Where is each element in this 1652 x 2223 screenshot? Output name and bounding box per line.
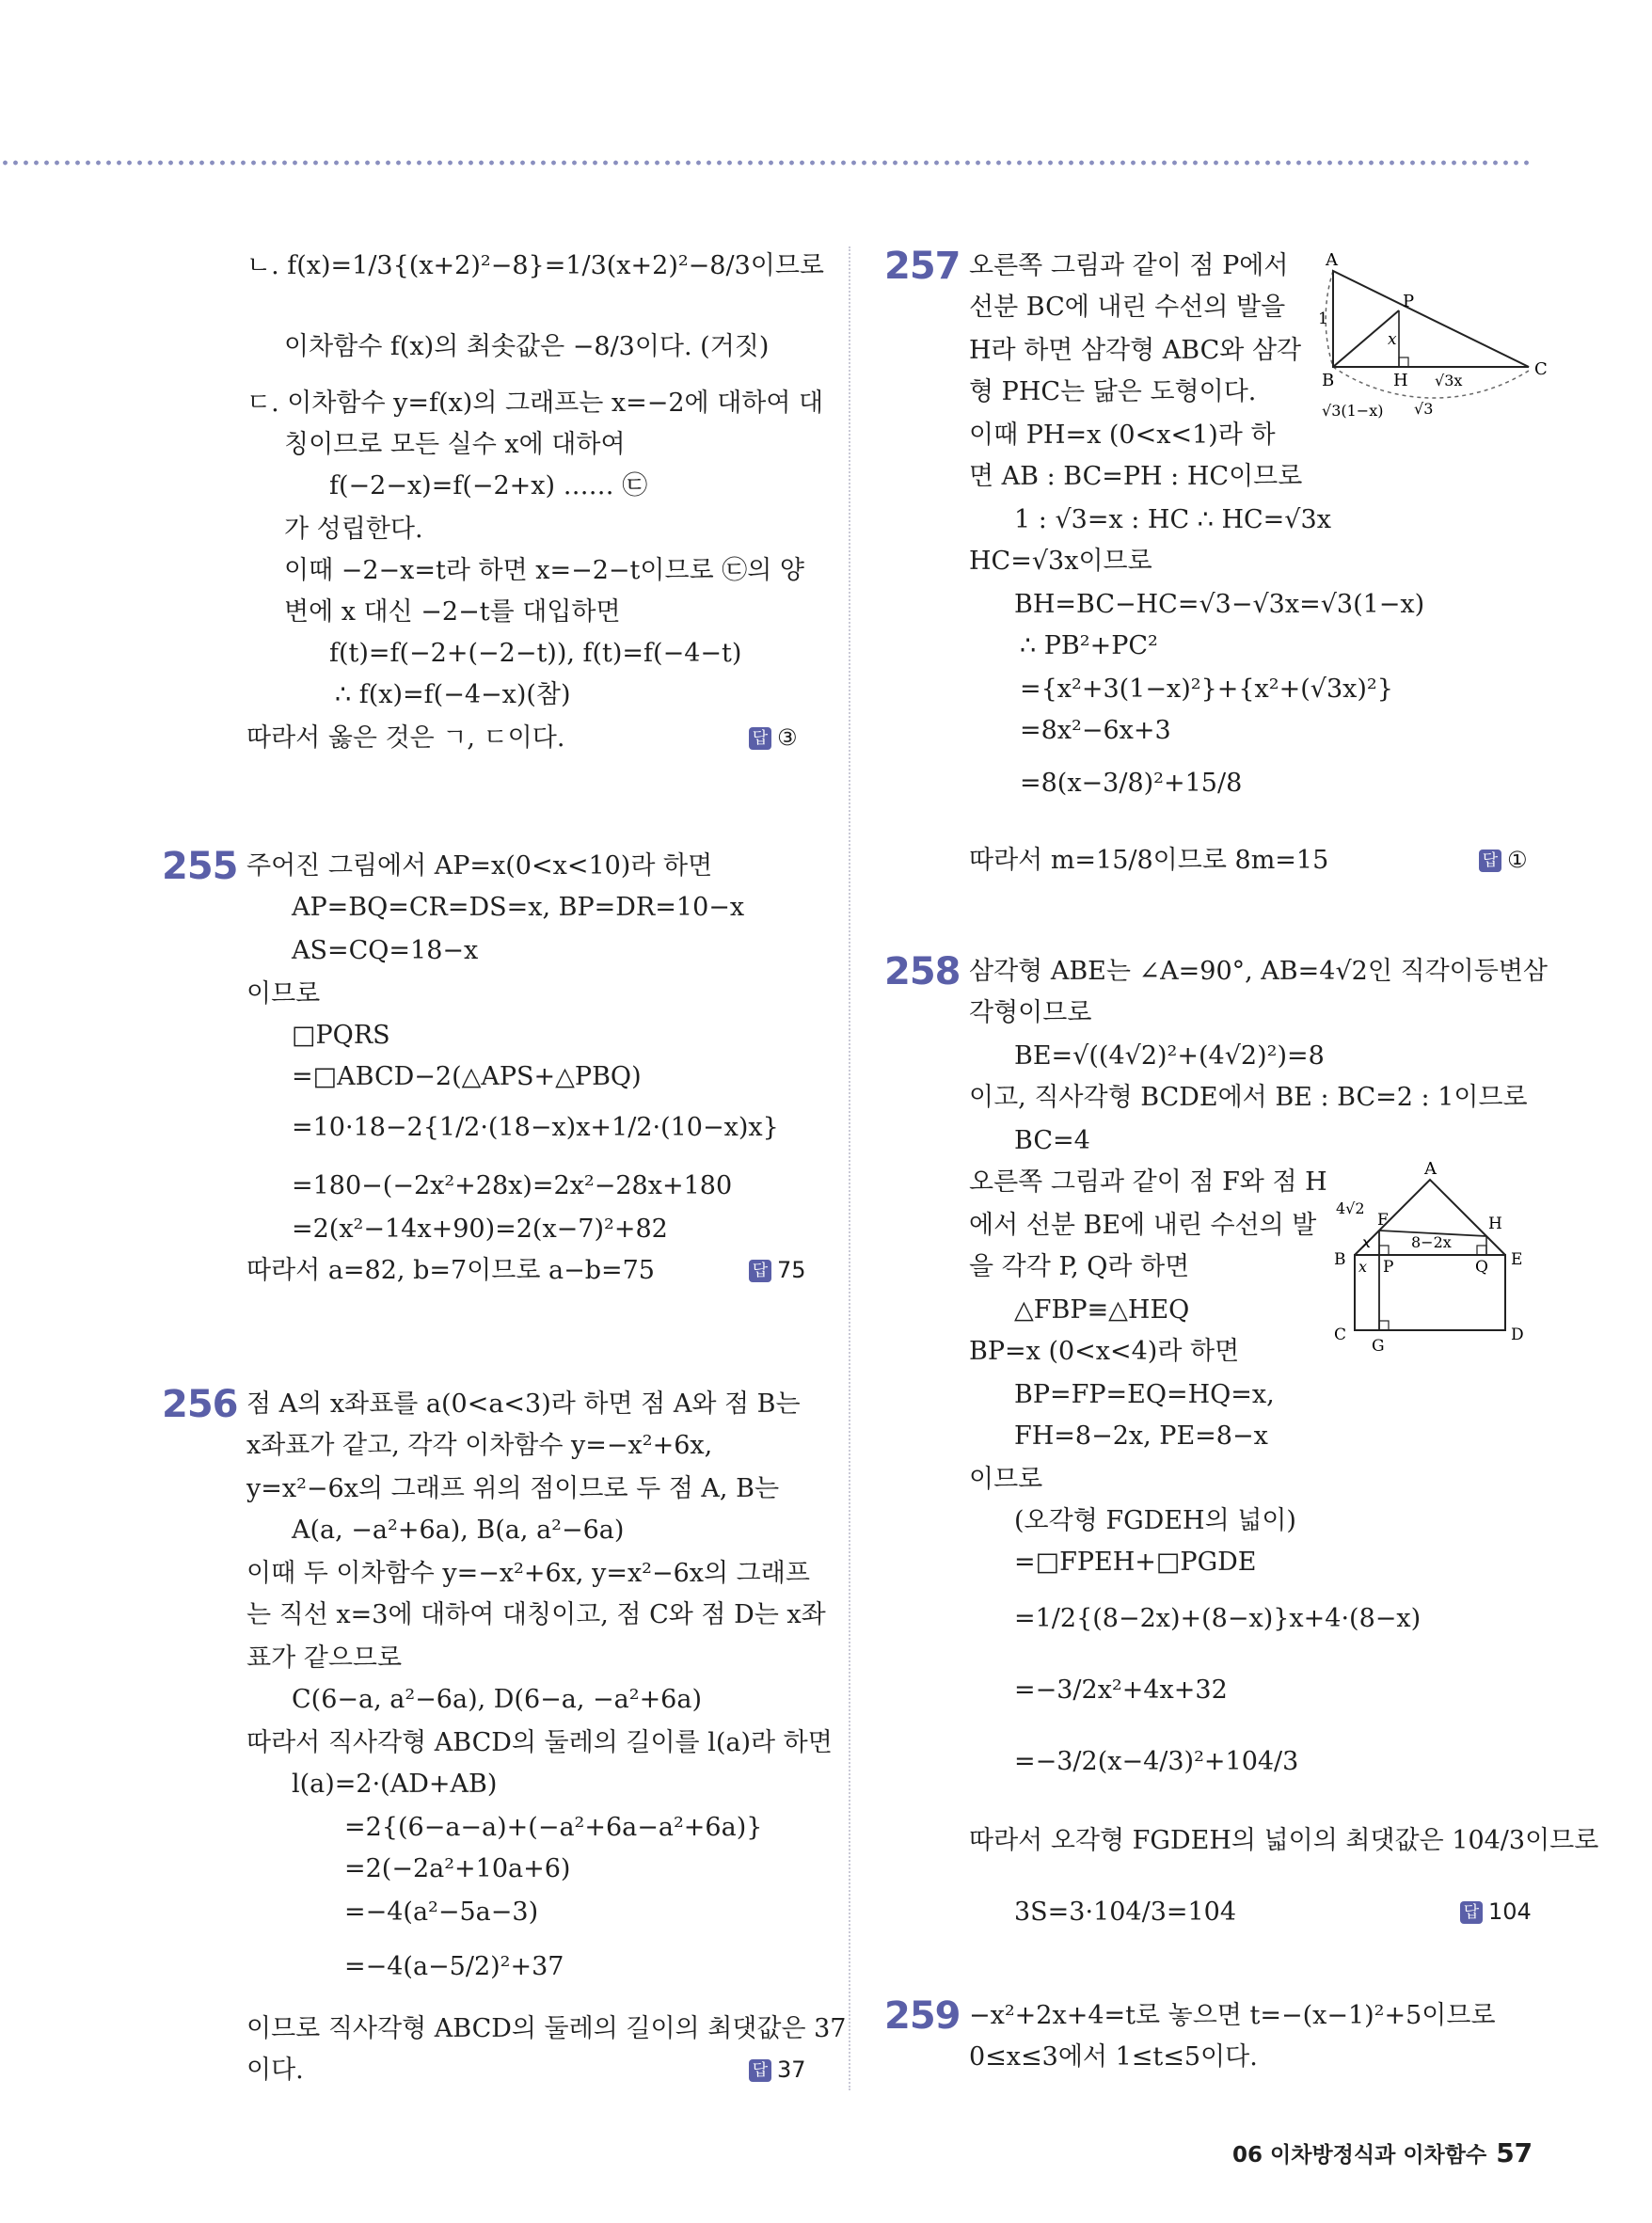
text-line: f(t)=f(−2+(−2−t)), f(t)=f(−4−t) [329,639,742,668]
text-line: 삼각형 ABE는 ∠A=90°, AB=4√2인 직각이등변삼 [969,957,1548,986]
text-line: 선분 BC에 내린 수선의 발을 [969,293,1286,322]
text-line: A(a, −a²+6a), B(a, a²−6a) [292,1516,625,1545]
figure-label: Q [1475,1258,1488,1277]
answer-254: 답 ③ [749,724,798,751]
pentagon-figure-258 [1317,1161,1543,1368]
text-line: 이때 두 이차함수 y=−x²+6x, y=x²−6x의 그래프 [246,1559,810,1588]
text-line: x좌표가 같고, 각각 이차함수 y=−x²+6x, [246,1431,713,1460]
text-line: ㄴ. f(x)=1/3{(x+2)²−8}=1/3(x+2)²−8/3이므로 [246,251,825,280]
text-line: BP=FP=EQ=HQ=x, [1014,1380,1275,1409]
text-line: =2(x²−14x+90)=2(x−7)²+82 [292,1215,668,1244]
figure-label: C [1334,1326,1347,1344]
text-line: =2(−2a²+10a+6) [344,1854,571,1883]
text-line: 이므로 직사각형 ABCD의 둘레의 길이의 최댓값은 37 [246,2014,847,2043]
chapter-title: 06 이차방정식과 이차함수 [1232,2143,1487,2167]
text-line: HC=√3x이므로 [969,547,1152,576]
answer-257: 답 ① [1479,847,1528,873]
text-line: 3S=3·104/3=104 [1014,1897,1237,1927]
text-line: =180−(−2x²+28x)=2x²−28x+180 [292,1171,733,1200]
figure-label: 4√2 [1336,1199,1365,1217]
text-line: BE=√((4√2)²+(4√2)²)=8 [1014,1041,1325,1071]
answer-badge: 답 [1479,850,1501,872]
text-line: □PQRS [292,1021,390,1050]
text-line: BC=4 [1014,1126,1090,1155]
text-line: =−4(a−5/2)²+37 [344,1952,564,1981]
text-line: 각형이므로 [969,998,1092,1027]
triangle-figure-257 [1312,246,1557,435]
problem-number-257: 257 [884,245,961,288]
answer-255: 답 75 [749,1257,806,1283]
text-line: 을 각각 P, Q라 하면 [969,1252,1190,1281]
text-line: 면 AB : BC=PH : HC이므로 [969,462,1303,491]
text-line: =2{(6−a−a)+(−a²+6a−a²+6a)} [344,1813,763,1842]
figure-label: E [1511,1250,1523,1269]
text-line: 이고, 직사각형 BCDE에서 BE : BC=2 : 1이므로 [969,1083,1528,1112]
page-number: 57 [1496,2137,1533,2168]
figure-label: P [1383,1258,1394,1277]
problem-number-259: 259 [884,1994,961,2038]
figure-label: x [1388,330,1397,349]
figure-label: √3x [1435,372,1463,389]
figure-label: √3 [1414,400,1434,418]
text-line: 오른쪽 그림과 같이 점 F와 점 H [969,1167,1327,1197]
text-line: ={x²+3(1−x)²}+{x²+(√3x)²} [1020,675,1393,704]
figure-label: B [1322,371,1335,390]
text-line: BP=x (0<x<4)라 하면 [969,1337,1240,1366]
text-line: 는 직선 x=3에 대하여 대칭이고, 점 C와 점 D는 x좌 [246,1600,826,1629]
figure-label: D [1511,1326,1524,1344]
text-line: =10·18−2{1/2·(18−x)x+1/2·(10−x)x} [292,1113,779,1142]
answer-258: 답 104 [1460,1898,1532,1925]
text-line: ∴ PB²+PC² [1020,631,1158,660]
figure-label: x [1362,1233,1372,1251]
answer-badge: 답 [749,727,771,750]
text-line: =8x²−6x+3 [1020,716,1171,745]
text-line: BH=BC−HC=√3−√3x=√3(1−x) [1014,590,1425,619]
text-line: 가 성립한다. [284,515,423,544]
text-line: 따라서 직사각형 ABCD의 둘레의 길이를 l(a)라 하면 [246,1728,833,1757]
problem-number-258: 258 [884,950,961,993]
text-line: 이므로 [969,1465,1043,1494]
answer-badge: 답 [749,1260,771,1282]
text-line: ∴ f(x)=f(−4−x)(참) [335,680,571,709]
figure-label: H [1393,371,1408,390]
text-line: 0≤x≤3에서 1≤t≤5이다. [969,2042,1258,2072]
figure-label: x [1358,1258,1368,1276]
figure-label: A [1424,1161,1437,1179]
problem-number-256: 256 [162,1383,238,1426]
text-line: C(6−a, a²−6a), D(6−a, −a²+6a) [292,1685,702,1714]
text-line: =−3/2x²+4x+32 [1014,1675,1228,1705]
figure-label: 1 [1318,310,1328,328]
text-line: 이때 −2−x=t라 하면 x=−2−t이므로 ㉢의 양 [284,556,804,585]
figure-label: √3(1−x) [1322,402,1384,420]
page-footer [1232,2137,1533,2168]
figure-label: F [1377,1211,1389,1230]
text-line: =−4(a²−5a−3) [344,1897,539,1927]
text-line: l(a)=2·(AD+AB) [292,1770,498,1799]
figure-label: A [1326,250,1338,270]
figure-label: 8−2x [1411,1233,1452,1251]
text-line: 에서 선분 BE에 내린 수선의 발 [969,1211,1317,1240]
text-line: =8(x−3/8)²+15/8 [1020,769,1243,798]
text-line: 따라서 a=82, b=7이므로 a−b=75 [246,1256,655,1285]
answer-badge: 답 [749,2059,771,2082]
text-line: 이때 PH=x (0<x<1)라 하 [969,421,1276,450]
text-line: AP=BQ=CR=DS=x, BP=DR=10−x [292,893,745,922]
text-line: 변에 x 대신 −2−t를 대입하면 [284,597,621,627]
text-line: FH=8−2x, PE=8−x [1014,1421,1268,1451]
text-line: =−3/2(x−4/3)²+104/3 [1014,1747,1299,1776]
text-line: 따라서 m=15/8이므로 8m=15 [969,846,1329,875]
text-line: y=x²−6x의 그래프 위의 점이므로 두 점 A, B는 [246,1474,780,1503]
answer-badge: 답 [1460,1901,1483,1924]
text-line: =1/2{(8−2x)+(8−x)}x+4·(8−x) [1014,1604,1422,1633]
text-line: △FBP≡△HEQ [1014,1295,1190,1325]
figure-label: B [1334,1250,1346,1269]
text-line: 따라서 옳은 것은 ㄱ, ㄷ이다. [246,723,565,753]
figure-label: G [1372,1337,1385,1356]
text-line: −x²+2x+4=t로 놓으면 t=−(x−1)²+5이므로 [969,2001,1496,2030]
text-line: 1 : √3=x : HC ∴ HC=√3x [1014,505,1331,534]
text-line: 이차함수 f(x)의 최솟값은 −8/3이다. (거짓) [284,332,770,361]
answer-256: 답 37 [749,2056,806,2083]
text-line: =□ABCD−2(△APS+△PBQ) [292,1062,642,1091]
text-line: (오각형 FGDEH의 넓이) [1014,1506,1296,1535]
text-line: 형 PHC는 닮은 도형이다. [969,377,1257,406]
column-divider [849,246,850,2090]
top-dotted-rule [0,158,1529,167]
text-line: 주어진 그림에서 AP=x(0<x<10)라 하면 [246,851,713,881]
figure-label: C [1534,359,1548,379]
text-line: 칭이므로 모든 실수 x에 대하여 [284,430,626,459]
text-line: H라 하면 삼각형 ABC와 삼각 [969,336,1302,365]
text-line: =□FPEH+□PGDE [1014,1548,1257,1577]
text-line: 표가 같으므로 [246,1643,403,1673]
figure-label: H [1488,1215,1502,1233]
problem-number-255: 255 [162,845,238,888]
text-line: f(−2−x)=f(−2+x) …… ㉢ [329,471,648,500]
text-line: 점 A의 x좌표를 a(0<a<3)라 하면 점 A와 점 B는 [246,1389,801,1419]
text-line: AS=CQ=18−x [292,936,479,965]
text-line: 오른쪽 그림과 같이 점 P에서 [969,251,1289,280]
text-line: ㄷ. 이차함수 y=f(x)의 그래프는 x=−2에 대하여 대 [246,389,824,418]
text-line: 이다. [246,2056,304,2085]
figure-label: P [1403,292,1415,311]
text-line: 이므로 [246,979,321,1008]
text-line: 따라서 오각형 FGDEH의 넓이의 최댓값은 104/3이므로 [969,1826,1599,1855]
